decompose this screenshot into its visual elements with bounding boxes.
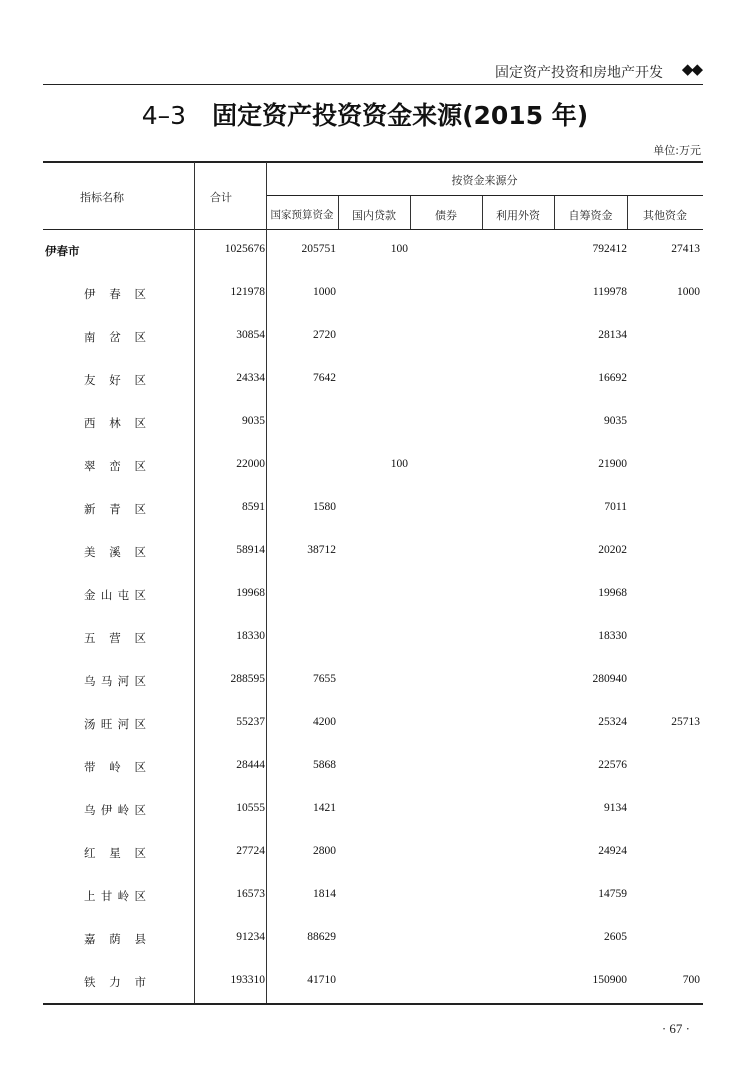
cell-self: 280940: [592, 673, 627, 685]
cell-self: 25324: [598, 716, 627, 728]
cell-state: 2800: [313, 845, 336, 857]
table-row: [0, 716, 730, 736]
cell-self: 20202: [598, 544, 627, 556]
group-header-rule: [266, 195, 703, 196]
cell-total: 18330: [236, 630, 265, 642]
cell-state: 1421: [313, 802, 336, 814]
cell-loan: 100: [390, 458, 408, 470]
cell-self: 150900: [592, 974, 627, 986]
row-name: 西 林 区: [84, 416, 146, 430]
page-number: · 67 ·: [661, 1021, 690, 1036]
header-total: 合计: [210, 191, 232, 204]
table-row: [0, 544, 730, 564]
cell-state: 7655: [313, 673, 336, 685]
cell-self: 9134: [604, 802, 627, 814]
table-row: [0, 587, 730, 607]
cell-total: 24334: [236, 372, 265, 384]
row-name: 伊春市: [45, 244, 80, 258]
cell-self: 22576: [598, 759, 627, 771]
table-number: 4–3: [141, 101, 187, 130]
table-bottom-rule: [43, 1003, 703, 1005]
cell-self: 2605: [604, 931, 627, 943]
table-row: [0, 802, 730, 822]
cell-total: 27724: [236, 845, 265, 857]
cell-self: 119978: [592, 286, 627, 298]
table-row: [0, 415, 730, 435]
table-row: [0, 845, 730, 865]
row-name: 铁 力 市: [84, 975, 146, 989]
row-name: 翠 峦 区: [84, 459, 146, 473]
table-top-rule: [43, 161, 703, 163]
cell-self: 7011: [604, 501, 627, 513]
cell-state: 1580: [313, 501, 336, 513]
cell-self: 28134: [598, 329, 627, 341]
row-name: 带 岭 区: [84, 760, 146, 774]
row-name: 美 溪 区: [84, 545, 146, 559]
row-name: 友 好 区: [84, 373, 146, 387]
cell-state: 38712: [307, 544, 336, 556]
cell-total: 58914: [236, 544, 265, 556]
cell-total: 121978: [230, 286, 265, 298]
header-state-budget: 国家预算资金: [270, 209, 334, 221]
cell-state: 4200: [313, 716, 336, 728]
table-title: 固定资产投资资金来源(2015 年): [212, 101, 589, 130]
header-bottom-rule: [43, 229, 703, 230]
header-other: 其他资金: [643, 209, 687, 222]
cell-self: 14759: [598, 888, 627, 900]
cell-other: 1000: [677, 286, 700, 298]
cell-other: 700: [682, 974, 700, 986]
cell-state: 2720: [313, 329, 336, 341]
row-name: 乌马河区: [84, 674, 146, 688]
cell-state: 1000: [313, 286, 336, 298]
table-row: [0, 974, 730, 994]
cell-self: 24924: [598, 845, 627, 857]
cell-total: 55237: [236, 716, 265, 728]
cell-self: 16692: [598, 372, 627, 384]
cell-total: 91234: [236, 931, 265, 943]
row-name: 新 青 区: [84, 502, 146, 516]
table-row: [0, 286, 730, 306]
table-row: [0, 243, 730, 263]
header-bonds: 债券: [435, 209, 457, 222]
cell-self: 9035: [604, 415, 627, 427]
cell-state: 88629: [307, 931, 336, 943]
cell-total: 288595: [230, 673, 265, 685]
running-header-text: 固定资产投资和房地产开发: [495, 65, 663, 81]
cell-self: 21900: [598, 458, 627, 470]
row-name: 红 星 区: [84, 846, 146, 860]
cell-total: 30854: [236, 329, 265, 341]
page-title: [0, 96, 730, 132]
cell-loan: 100: [390, 243, 408, 255]
table-row: [0, 931, 730, 951]
cell-other: 25713: [671, 716, 700, 728]
cell-total: 8591: [242, 501, 265, 513]
header-indicator: 指标名称: [80, 191, 124, 204]
cell-total: 16573: [236, 888, 265, 900]
running-header: [43, 60, 703, 85]
cell-state: 7642: [313, 372, 336, 384]
row-name: 五 营 区: [84, 631, 146, 645]
row-name: 上甘岭区: [84, 889, 146, 903]
cell-total: 19968: [236, 587, 265, 599]
row-name: 金山屯区: [84, 588, 146, 602]
cell-self: 792412: [592, 243, 627, 255]
header-foreign: 利用外资: [496, 209, 540, 222]
table-row: [0, 888, 730, 908]
cell-total: 28444: [236, 759, 265, 771]
header-self-raised: 自筹资金: [568, 209, 613, 222]
table-row: [0, 630, 730, 650]
cell-total: 22000: [236, 458, 265, 470]
cell-total: 10555: [236, 802, 265, 814]
table-row: [0, 673, 730, 693]
table-row: [0, 372, 730, 392]
row-name: 汤旺河区: [84, 717, 146, 731]
cell-total: 1025676: [224, 243, 265, 255]
cell-state: 1814: [313, 888, 336, 900]
cell-self: 19968: [598, 587, 627, 599]
row-name: 伊 春 区: [84, 287, 146, 301]
header-domestic-loan: 国内贷款: [352, 209, 396, 222]
diamond-icon: ◆◆: [681, 60, 701, 78]
row-name: 乌伊岭区: [84, 803, 146, 817]
table-row: [0, 458, 730, 478]
unit-label: 单位:万元: [653, 144, 701, 157]
cell-total: 9035: [242, 415, 265, 427]
header-source-group: 按资金来源分: [451, 174, 518, 187]
row-name: 南 岔 区: [84, 330, 146, 344]
cell-self: 18330: [598, 630, 627, 642]
cell-state: 5868: [313, 759, 336, 771]
table-row: [0, 329, 730, 349]
cell-state: 41710: [307, 974, 336, 986]
table-row: [0, 501, 730, 521]
table-row: [0, 759, 730, 779]
row-name: 嘉 荫 县: [84, 932, 146, 946]
cell-total: 193310: [230, 974, 265, 986]
cell-other: 27413: [671, 243, 700, 255]
cell-state: 205751: [301, 243, 336, 255]
